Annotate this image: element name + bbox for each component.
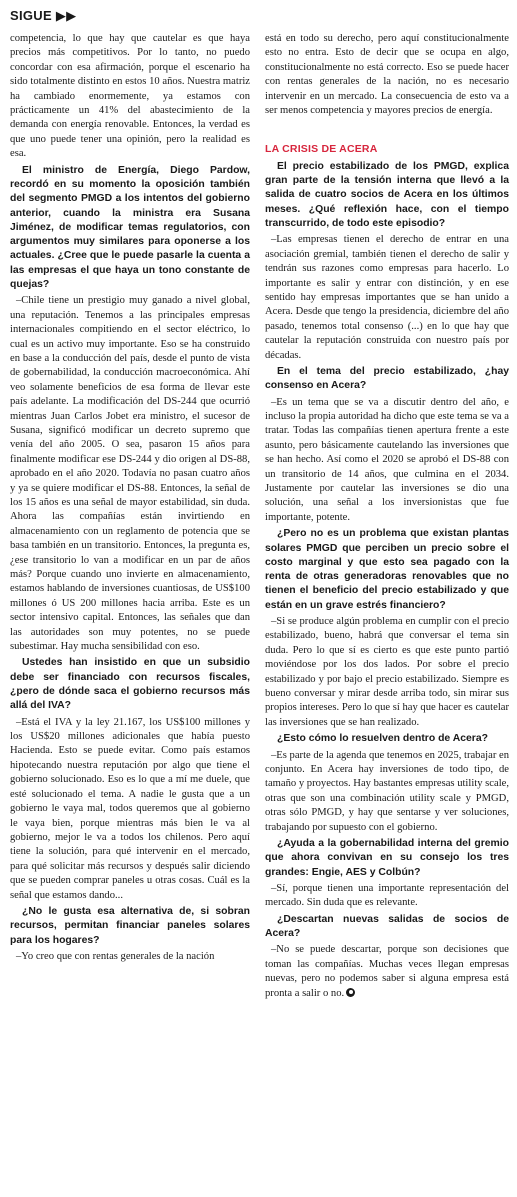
paragraph: está en todo su derecho, pero aquí constitucionalmente esto no entra. Esto de decir que se ocupa en algo, constitucionalmente no está correcto. Eso se puede hacer con rentas generales de la nación, no es necesario intervenir en un mercado. La consecuencia de esto va a ser menos competencia y mayores precios de energía. [265, 33, 509, 117]
paragraph: competencia, lo que hay que cautelar es que haya precios más competitivos. Por lo tanto, no puedo concordar con esa afirmación, porque el escenario ha sido totalmente distinto en estos 10 años. Nuestra matriz ha cambiado enormemente, ya estamos con prácticamente un 41% del abastecimiento de la demanda con energía renovable. Entonces, la verdad es que uno puede tener una opinión, pero la realidad es esa. [10, 33, 250, 160]
interview-answer: –Es un tema que se va a discutir dentro del año, e incluso la propia autoridad ha dicho que este tema se va a tratar. Todas las compañías tienen apertura frente a este asunto, pero básicamente cautelando las inversiones que se han hecho. Así como el 2020 se aprobó el DS-88 con un transitorio de 14 años, que culmina en el 2034. Justamente por cautelar las inversiones se dio una solución, una señal a los inversionistas que fue importante, potente. [265, 396, 509, 523]
interview-answer: –Chile tiene un prestigio muy ganado a nivel global, una reputación. Tenemos a las principales empresas internacionales compitiendo en el sector eléctrico, lo cual es un activo muy importante. Eso se ha construido en base a la conducción del país, desde el punto de vista de gobernabilidad, la conducción macroeconómica. Ahí veo solamente beneficios de esa forma de llevar este país adelante. La modificación del DS-244 que ocurrió mientras Juan Carlos Jobet era ministro, el sucesor de Susana, significó modificar un decreto supremo que venía del año 2005. O sea, pasaron 15 años para finalmente modificar ese DS-244 y dio origen al DS-88, aprobado en el año 2020. Todavía no pasan cuatro años y ya se quiere modificar el DS-88. Entonces, la señal de los 15 años es una señal de mayor estabilidad, sin duda. Ahora las compañías están invirtiendo en almacenamiento con un reglamento de potencia que se basa también en un transitorio. Entonces, la pregunta es, ¿ese transitorio lo van a modificar en un par de años más? Porque cuando uno invierte en almacenamiento, estamos hablando de inversiones cuantiosas, de US$100 millones ó US 200 millones hacia arriba. Este es un sector intensivo capital. Entonces, las señales que dan las autoridades son muy potentes, no se puede subestimar. Hay mucha sensibilidad con eso. [10, 295, 250, 653]
interview-answer: –Sí, porque tienen una importante representación del mercado. Sin duda que es relevante. [265, 882, 509, 909]
interview-answer: –Las empresas tienen el derecho de entrar en una asociación gremial, también tienen el derecho de salir y tendrán sus razones como empresas para hacerlo. Lo importante es salir y entrar con distinción, y en ese sentido hay empresas importantes que se han unido a Acera. Desde que tengo la presidencia, diciembre del año pasado, tenemos total consenso (...) en lo que hay que cautelar la reputación construida con nuestro país por décadas. [265, 234, 509, 361]
left-column [10, 32, 250, 966]
end-of-article-icon [346, 988, 355, 997]
interview-question: El precio estabilizado de los PMGD, explica gran parte de la tensión interna que llevó a la salida de cuatro socios de Acera en los últimos meses. ¿Qué reflexión hace, con el tiempo transcurrido, de todo este episodio? [265, 160, 509, 230]
interview-answer: –Está el IVA y la ley 21.167, los US$100 millones y los US$20 millones adicionales que había puesto Hacienda. Esto se puede evitar. Como país estamos hipotecando nuestra reputación por algo que tiene el gobierno solucionado. Eso es lo que a mí me duele, que esté solucionado el tema. A nadie le gusta que a un gobierno le vaya mal, todos queremos que al gobierno le vaya bien, porque mientras más bien le va al gobierno, mejor le va a todos los chilenos. Pero aquí tiene la solución, para qué intervenir en el mercado, para qué solicitar más recursos y después salir diciendo que se pueden comprar paneles u otras cosas. Cuál es la señal que estamos dando... [10, 716, 250, 901]
section-heading: LA CRISIS DE ACERA [265, 143, 378, 156]
interview-question: Ustedes han insistido en que un subsidio debe ser financiado con recursos fiscales, ¿pero de dónde saca el gobierno recursos más allá del IVA? [10, 657, 250, 712]
interview-answer: –Si se produce algún problema en cumplir con el precio estabilizado, bueno, habrá que conversar el tema sin duda. Pero lo que sí es cierto es que este punto partió moviéndose por los dos lados. Por sobre el precio estabilizado y por bajo el precio estabilizado. Siempre es bueno conversar y mirar desde arriba todo, sin mirar sus propios intereses. Pero lo que sí hay que hacer es cautelar las inversiones que se han realizado. [265, 616, 509, 728]
interview-question: ¿Ayuda a la gobernabilidad interna del gremio que ahora convivan en su consejo los tres grandes: Engie, AES y Colbún? [265, 838, 509, 878]
interview-question: ¿Pero no es un problema que existan plantas solares PMGD que perciben un precio sobre el costo marginal y que esto sea pagado con la renta de otras generadoras renovables que no tienen el beneficio del precio estabilizado y que están en un grave estrés financiero? [265, 528, 509, 611]
interview-question: ¿Esto cómo lo resuelven dentro de Acera? [277, 733, 488, 745]
interview-answer-final [265, 943, 509, 1001]
interview-question: ¿Descartan nuevas salidas de socios de Acera? [265, 913, 509, 939]
interview-question: En el tema del precio estabilizado, ¿hay consenso en Acera? [265, 365, 509, 392]
interview-question: El ministro de Energía, Diego Pardow, recordó en su momento la oposición también del segmento PMGD a los intentos del gobierno anterior, cuando la ministra era Susana Jiménez, de modificar temas regulatorios, con argumentos muy similares para oponerse a los actuales. ¿Cree que le puede pasarle la cuenta a las empresas el que haya un tono constante de quejas? [10, 164, 250, 291]
continues-label: SIGUE ▶▶ [10, 8, 77, 23]
interview-answer: –Es parte de la agenda que tenemos en 2025, trabajar en conjunto. En Acera hay inversiones de todo tipo, de tamaño y proyectos. Hay bastantes empresas utility scale, otras que son una combinación utility scale y PMGD, otras sólo PMGD, y hay que sentarse y ver soluciones, trabajando por supuesto con el gobierno. [265, 749, 509, 833]
final-answer-text: –No se puede descartar, porque son decisiones que toman las compañías. Muchas veces llegan empresas nuevas, pero no podemos saber si alguna empresa está pronta a salir o no. [265, 944, 509, 999]
interview-question: ¿No le gusta esa alternativa de, si sobran recursos, permitan financiar paneles solares para los hogares? [10, 905, 250, 946]
right-column [265, 32, 509, 1003]
interview-answer: –Yo creo que con rentas generales de la nación [16, 950, 215, 962]
